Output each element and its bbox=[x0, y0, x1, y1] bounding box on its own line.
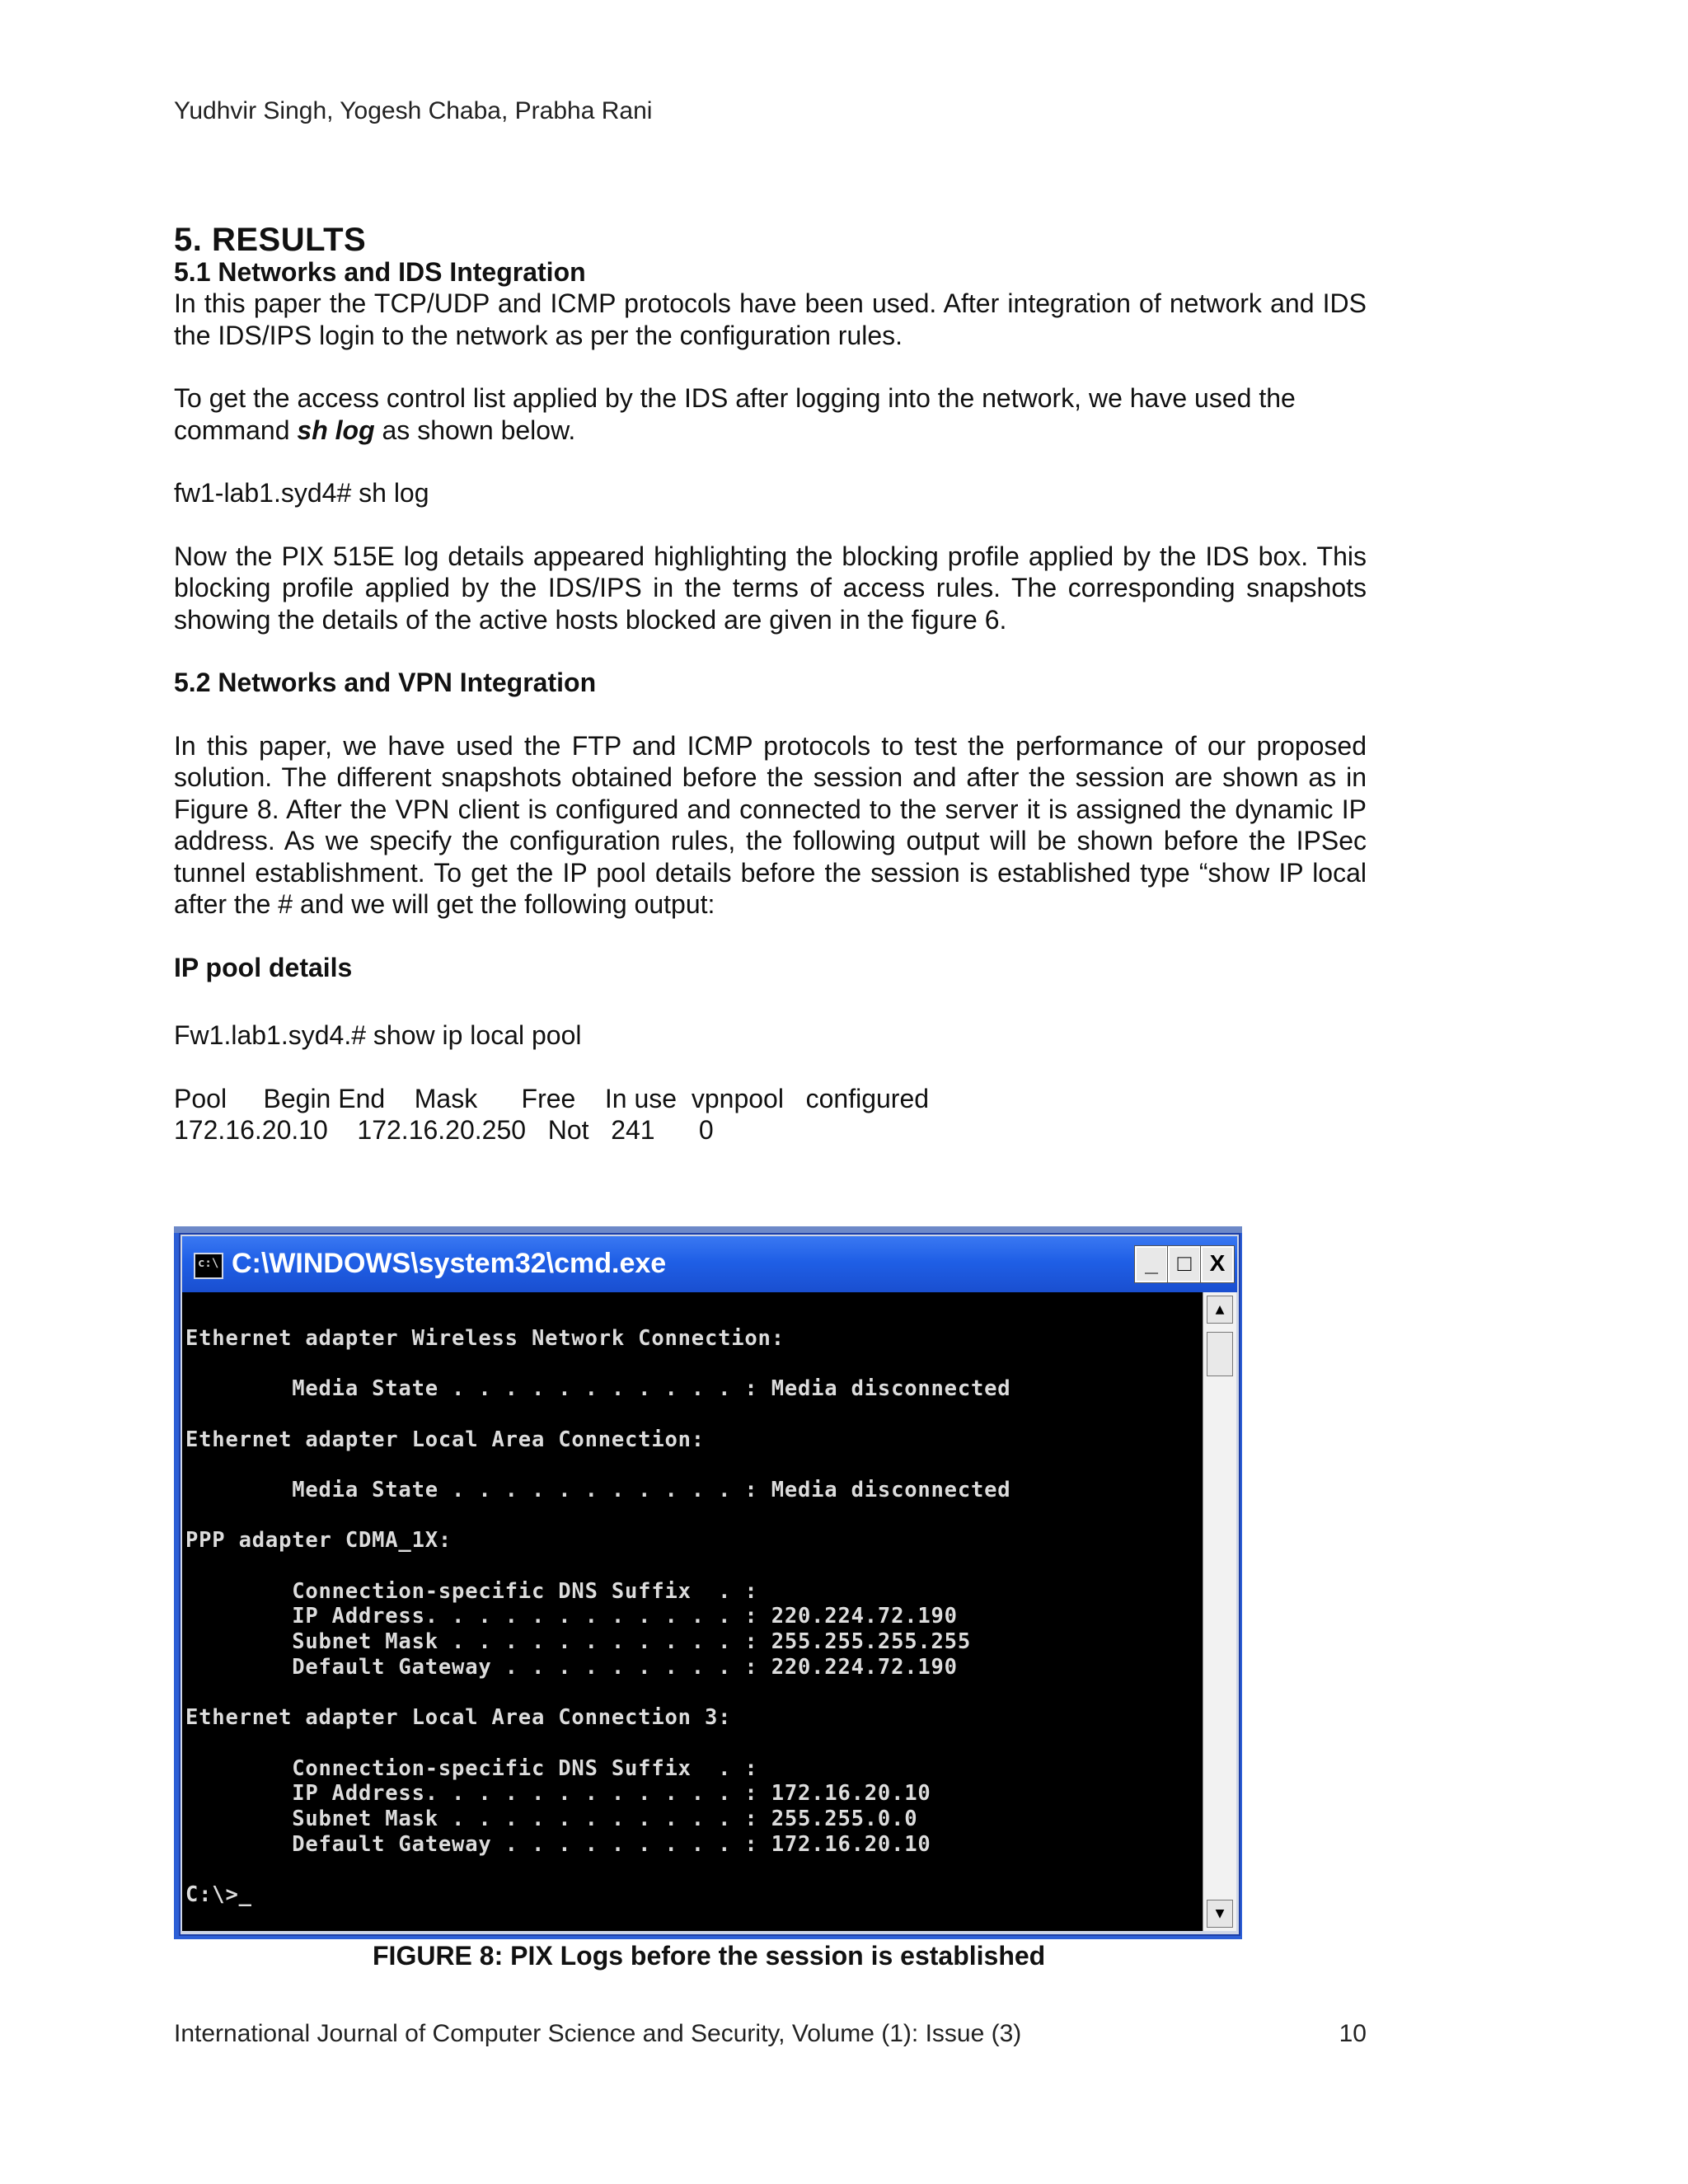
scroll-up-arrow-icon[interactable]: ▲ bbox=[1207, 1296, 1233, 1324]
paragraph-pix-log: Now the PIX 515E log details appeared highlighting the blocking profile applied by the IDS box. This blocking profile applied by the IDS/IPS in the terms of access rules. The corresponding snapshots showing the details of the active hosts blocked are given in the figure 6. bbox=[174, 541, 1367, 635]
ip-pool-table-row bbox=[174, 1114, 1367, 1146]
paragraph-acl-text-end: as shown below. bbox=[374, 415, 576, 445]
paragraph-vpn: In this paper, we have used the FTP and ICMP protocols to test the performance of our proposed solution. The different snapshots obtained before the session and after the session are shown as in Figure 8. After the VPN client is configured and connected to the server it is assigned the dynamic IP address. As we specify the configuration rules, the following output will be shown before the IPSec tunnel establishment. To get the IP pool details before the session is established type “show IP local after the # and we will get the following output: bbox=[174, 730, 1367, 919]
console-output-area[interactable] bbox=[182, 1292, 1203, 1931]
cmd-window-title: C:\WINDOWS\system32\cmd.exe bbox=[232, 1248, 667, 1279]
cmd-icon bbox=[194, 1253, 223, 1279]
ip-pool-row-line: 172.16.20.10 172.16.20.250 Not 241 0 bbox=[174, 1115, 714, 1145]
subsection-heading-ids: 5.1 Networks and IDS Integration bbox=[174, 256, 586, 287]
minimize-button[interactable]: _ bbox=[1135, 1246, 1168, 1282]
footer-journal: International Journal of Computer Science and Security, Volume (1): Issue (3) bbox=[174, 2020, 1022, 2047]
page-number: 10 bbox=[1339, 2020, 1367, 2047]
cmd-titlebar[interactable] bbox=[182, 1236, 1237, 1292]
figure-8-screenshot bbox=[174, 1226, 1242, 1939]
maximize-button[interactable]: □ bbox=[1168, 1246, 1201, 1282]
sh-log-command-emphasis: sh log bbox=[297, 415, 375, 445]
paragraph-acl-text: To get the access control list applied by the IDS after logging into the network, we have used the command bbox=[174, 383, 1296, 445]
paragraph-ids-intro: In this paper the TCP/UDP and ICMP protocols have been used. After integration of network and IDS the IDS/IPS login to the network as per the configuration rules. bbox=[174, 288, 1367, 350]
firewall-command-line: fw1-lab1.syd4# sh log bbox=[174, 478, 429, 508]
figure-caption: FIGURE 8: PIX Logs before the session is established bbox=[373, 1941, 1046, 1971]
ip-pool-header-line: Pool Begin End Mask Free In use vpnpool configured bbox=[174, 1083, 930, 1113]
subsection-heading-vpn: 5.2 Networks and VPN Integration bbox=[174, 668, 597, 697]
main-content bbox=[174, 224, 1367, 1146]
ip-pool-table-header bbox=[174, 1083, 1367, 1115]
scroll-down-arrow-icon[interactable]: ▼ bbox=[1207, 1900, 1233, 1928]
section-title: 5. RESULTS bbox=[174, 222, 367, 258]
figure-top-strip bbox=[174, 1226, 1242, 1233]
close-button[interactable]: X bbox=[1201, 1246, 1234, 1282]
ip-pool-command: Fw1.lab1.syd4.# show ip local pool bbox=[174, 1020, 582, 1050]
console-output-text: Ethernet adapter Wireless Network Connection: Media State . . . . . . . . . . . : Media disconnected Ethernet adapter Local Area Connection: Media State . . . . . . . . . . . : Media disconnected PPP adapter CDMA_1X: Connection-specific DNS Suffix . : IP Address. . . . . . . . . . . . : 220.224.72.190 Subnet Mask . . . . . . . . . . . : 255.255.255.255 Default Gateway . . . . . . . . . : 220.224.72.190 Ethernet adapter Local Area Connection 3: Connection-specific DNS Suffix . : IP Address. . . . . . . . . . . . : 172.16.20.10 Subnet Mask . . . . . . . . . . . : 255.255.0.0 Default Gateway . . . . . . . . . : 172.16.20.10 C:\>_ bbox=[185, 1325, 1011, 1908]
running-header-authors: Yudhvir Singh, Yogesh Chaba, Prabha Rani bbox=[174, 97, 653, 124]
cmd-window bbox=[179, 1233, 1240, 1936]
paragraph-acl bbox=[174, 382, 1367, 446]
ip-pool-heading: IP pool details bbox=[174, 952, 353, 982]
scrollbar-thumb[interactable] bbox=[1207, 1332, 1233, 1376]
vertical-scrollbar[interactable] bbox=[1203, 1292, 1236, 1931]
